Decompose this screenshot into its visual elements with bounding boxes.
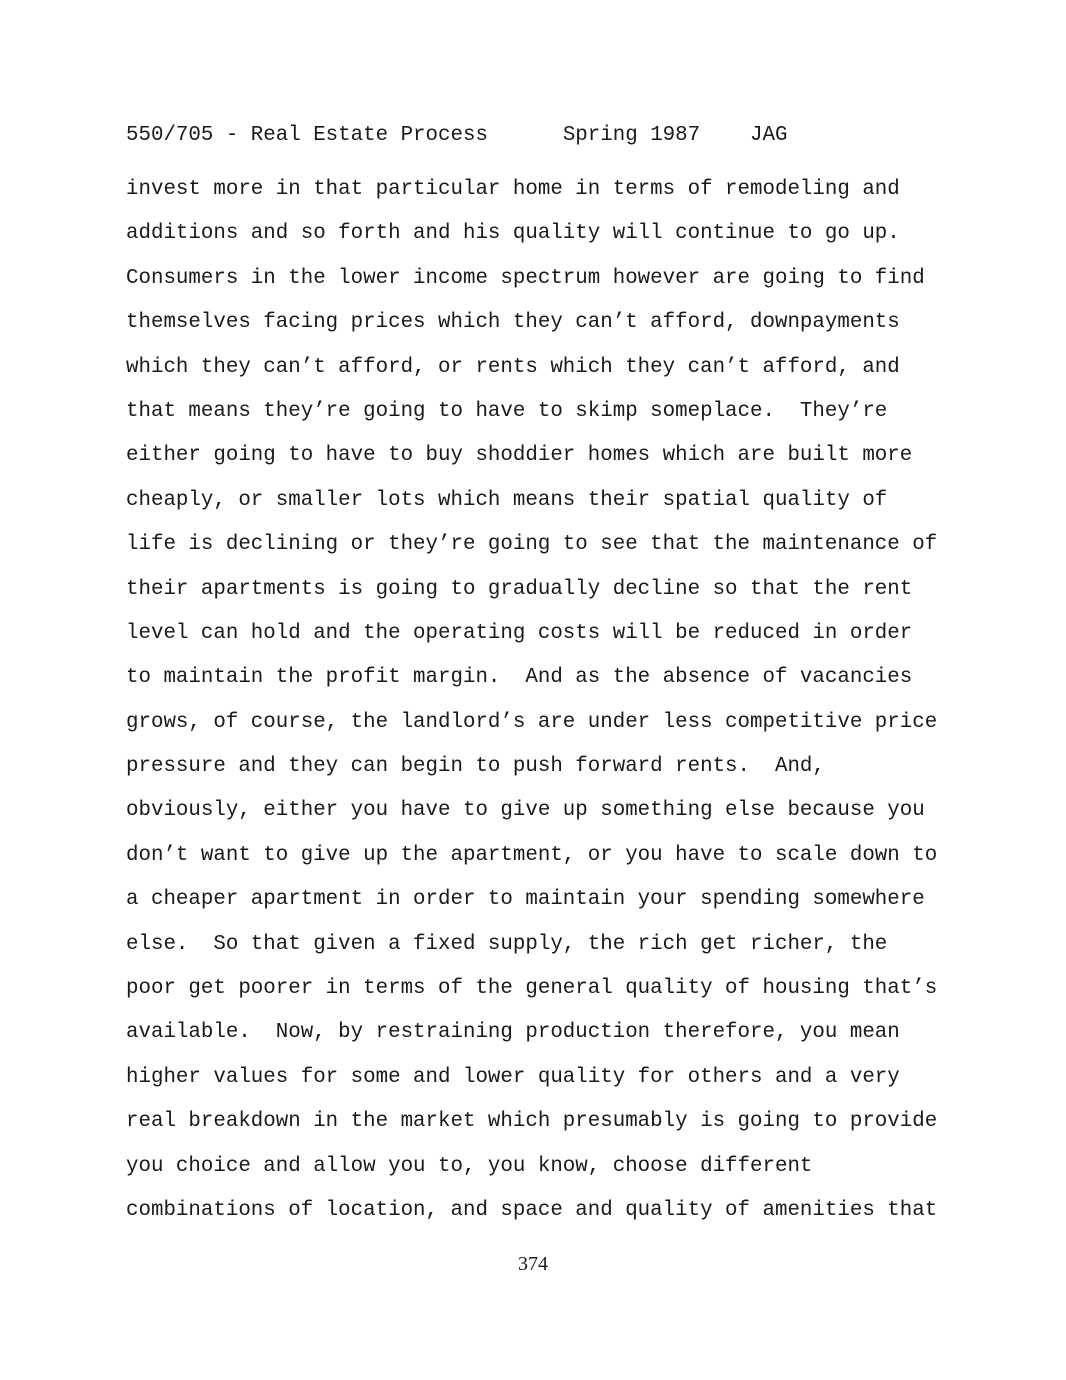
text-line: either going to have to buy shoddier homes which are built more — [126, 444, 913, 468]
header-initials: JAG — [750, 124, 788, 147]
text-line: that means they’re going to have to skimp someplace. They’re — [126, 399, 888, 423]
text-line: their apartments is going to gradually decline so that the rent — [126, 577, 913, 601]
page-number: 374 — [518, 1253, 548, 1275]
text-line: grows, of course, the landlord’s are under less competitive price — [126, 710, 938, 734]
text-line: a cheaper apartment in order to maintain your spending somewhere — [126, 888, 925, 912]
text-line: themselves facing prices which they can’t afford, downpayments — [126, 311, 900, 335]
text-line: higher values for some and lower quality for others and a very — [126, 1065, 900, 1089]
text-line: invest more in that particular home in terms of remodeling and — [126, 178, 900, 201]
header-term: Spring 1987 — [562, 124, 701, 147]
text-line: cheaply, or smaller lots which means their spatial quality of — [126, 488, 888, 512]
text-line: which they can’t afford, or rents which they can’t afford, and — [126, 355, 900, 379]
body-text — [126, 168, 937, 1233]
text-line: combinations of location, and space and quality of amenities that — [126, 1198, 938, 1222]
text-line: pressure and they can begin to push forward rents. And, — [126, 755, 825, 779]
text-line: additions and so forth and his quality will continue to go up. — [126, 222, 900, 246]
running-header — [126, 124, 788, 148]
text-line: you choice and allow you to, you know, choose different — [126, 1154, 813, 1178]
text-line: Consumers in the lower income spectrum however are going to find — [126, 266, 925, 290]
text-line: else. So that given a fixed supply, the rich get richer, the — [126, 932, 888, 956]
header-course: 550/705 - Real Estate Process — [126, 124, 488, 147]
text-line: level can hold and the operating costs will be reduced in order — [126, 621, 913, 645]
text-line: poor get poorer in terms of the general quality of housing that’s — [126, 977, 938, 1001]
text-line: real breakdown in the market which presumably is going to provide — [126, 1110, 938, 1134]
text-line: to maintain the profit margin. And as the absence of vacancies — [126, 666, 913, 690]
text-line: life is declining or they’re going to see that the maintenance of — [126, 533, 938, 557]
text-line: obviously, either you have to give up something else because you — [126, 799, 925, 823]
text-line: don’t want to give up the apartment, or you have to scale down to — [126, 843, 938, 867]
text-line: available. Now, by restraining production therefore, you mean — [126, 1021, 900, 1045]
